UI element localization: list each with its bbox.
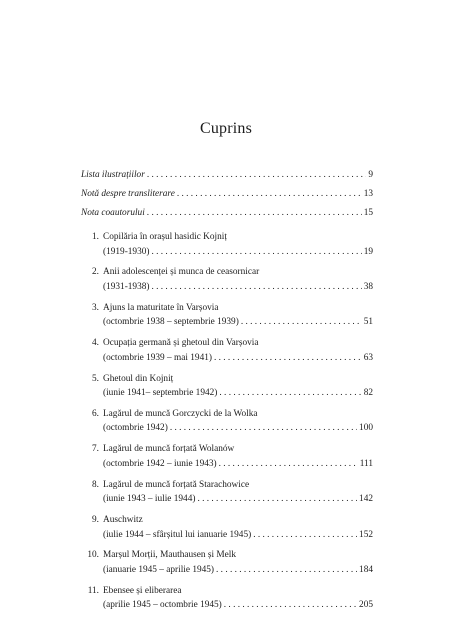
chapter-dates: (octombrie 1942 – iunie 1943) (103, 458, 217, 469)
page-number: 142 (359, 494, 373, 505)
chapter-dates: (1919-1930) (103, 246, 150, 257)
chapter-title: Ocupația germană și ghetoul din Varșovia (103, 338, 259, 349)
chapter-dates: (1931-1938) (103, 281, 150, 292)
entry-label: Lista ilustrațiilor (81, 170, 145, 180)
dot-leader (224, 598, 357, 613)
front-matter-entry (81, 185, 373, 204)
chapter-title: Lagărul de muncă forțată Starachowice (103, 479, 250, 490)
page-number: 184 (359, 564, 373, 575)
chapter-number: 11. (87, 585, 99, 596)
chapter-entry (77, 442, 373, 471)
chapter-entry (77, 407, 373, 436)
chapter-number: 7. (92, 444, 99, 455)
dot-leader (214, 351, 362, 366)
entry-label: Nota coautorului (81, 208, 145, 218)
chapter-dates: (iunie 1941– septembrie 1942) (103, 388, 218, 399)
chapter-entry (77, 301, 373, 330)
dot-leader (151, 280, 361, 295)
chapter-number: 9. (92, 515, 99, 525)
entry-label: Notă despre transliterare (81, 189, 175, 199)
page-number: 38 (363, 281, 373, 292)
chapter-dates: (octombrie 1939 – mai 1941) (103, 352, 212, 363)
chapter-dates: (aprilie 1945 – octombrie 1945) (103, 600, 222, 611)
dot-leader (253, 528, 357, 543)
chapter-entry (77, 230, 373, 259)
chapter-title: Lagărul de muncă forțată Wolanów (103, 444, 235, 455)
chapter-title: Ghetoul din Kojniț (103, 373, 174, 384)
chapter-list (77, 230, 373, 619)
page-number: 51 (363, 317, 373, 328)
page-number: 100 (359, 423, 373, 434)
chapter-number: 4. (92, 338, 99, 349)
dot-leader (170, 421, 357, 436)
chapter-title: Copilăria în orașul hasidic Kojniț (103, 232, 227, 242)
dot-leader (219, 457, 358, 472)
chapter-title: Ebensee și eliberarea (103, 585, 182, 596)
chapter-number: 8. (92, 479, 99, 490)
page-number: 15 (363, 208, 373, 218)
chapter-title: Auschwitz (103, 515, 143, 525)
chapter-title: Ajuns la maturitate în Varșovia (103, 302, 219, 313)
chapter-number: 10. (87, 550, 99, 561)
dot-leader (216, 563, 357, 578)
dot-leader (147, 204, 362, 223)
chapter-entry (77, 513, 373, 542)
chapter-entry (77, 265, 373, 294)
page-number: 152 (359, 529, 373, 540)
page-number: 19 (363, 246, 373, 257)
chapter-dates: (ianuarie 1945 – aprilie 1945) (103, 564, 215, 575)
page-number: 63 (363, 352, 373, 363)
dot-leader (147, 166, 367, 185)
chapter-entry (77, 372, 373, 401)
front-matter-entry (81, 204, 373, 223)
page-number: 205 (359, 600, 373, 611)
chapter-number: 6. (92, 408, 99, 419)
dot-leader (219, 386, 361, 401)
page-number: 9 (368, 170, 373, 180)
page-title: Cuprins (199, 120, 253, 137)
chapter-dates: (octombrie 1938 – septembrie 1939) (103, 317, 239, 328)
chapter-number: 1. (92, 232, 99, 242)
chapter-title: Anii adolescenței și munca de ceasornicar (103, 267, 260, 278)
chapter-dates: (iunie 1943 – iulie 1944) (103, 494, 196, 505)
chapter-entry (77, 548, 373, 577)
chapter-dates: (iulie 1944 – sfârșitul lui ianuarie 1945) (103, 529, 252, 540)
dot-leader (177, 185, 362, 204)
chapter-entry (77, 336, 373, 365)
chapter-dates: (octombrie 1942) (103, 423, 168, 434)
chapter-title: Lagărul de muncă Gorczycki de la Wolka (103, 408, 258, 419)
front-matter-entry (81, 166, 373, 185)
front-matter-list (81, 166, 373, 223)
chapter-number: 5. (92, 373, 99, 384)
dot-leader (197, 492, 357, 507)
page-number: 13 (363, 189, 373, 199)
dot-leader (151, 245, 361, 260)
page-number: 111 (359, 458, 373, 469)
chapter-number: 3. (92, 302, 99, 313)
dot-leader (241, 315, 362, 330)
chapter-entry (77, 478, 373, 507)
chapter-title: Marșul Morții, Mauthausen și Melk (103, 550, 236, 561)
page-number: 82 (363, 388, 373, 399)
chapter-entry (77, 584, 373, 613)
chapter-number: 2. (92, 267, 99, 278)
